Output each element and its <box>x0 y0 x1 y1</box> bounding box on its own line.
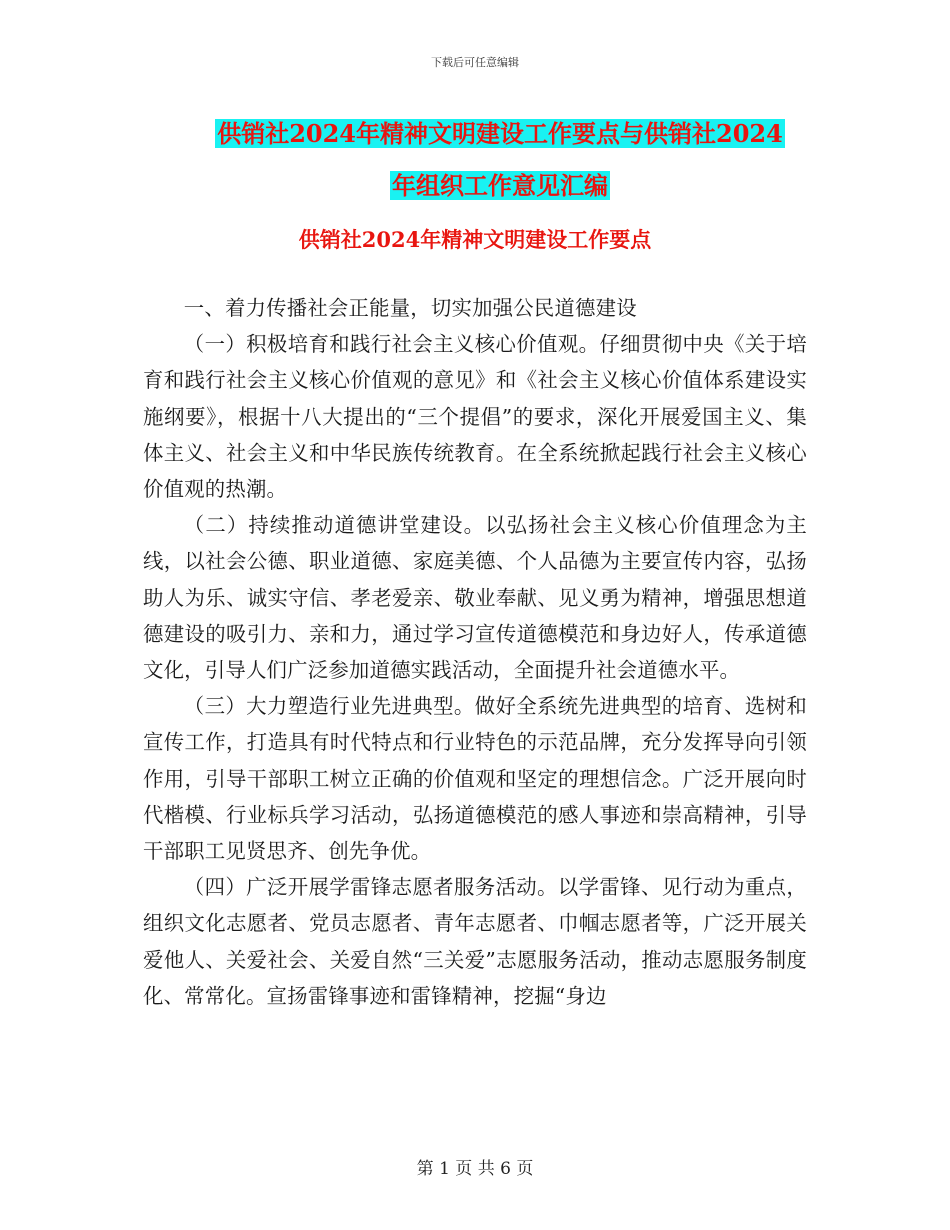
paragraph-item-3: （三）大力塑造行业先进典型。做好全系统先进典型的培育、选树和宣传工作，打造具有时代特点和行业特色的示范品牌，充分发挥导向引领作用，引导干部职工树立正确的价值观和坚定的理想信念。广泛开展向时代楷模、行业标兵学习活动，弘扬道德模范的感人事迹和崇高精神，引导干部职工见贤思齐、创先争优。 <box>143 694 807 864</box>
heading-part-one: 一、着力传播社会正能量，切实加强公民道德建设 <box>183 296 637 320</box>
paragraph-item-1: （一）积极培育和践行社会主义核心价值观。仔细贯彻中央《关于培育和践行社会主义核心价值观的意见》和《社会主义核心价值体系建设实施纲要》，根据十八大提出的“三个提倡”的要求，深化开展爱国主义、集体主义、社会主义和中华民族传统教育。在全系统掀起践行社会主义核心价值观的热潮。 <box>143 332 807 502</box>
document-title-line-2: 年组织工作意见汇编 <box>392 171 608 200</box>
document-title <box>140 108 860 212</box>
paragraph-item-2: （二）持续推动道德讲堂建设。以弘扬社会主义核心价值理念为主线，以社会公德、职业道德、家庭美德、个人品德为主要宣传内容，弘扬助人为乐、诚实守信、孝老爱亲、敬业奉献、见义勇为精神，增强思想道德建设的吸引力、亲和力，通过学习宣传道德模范和身边好人，传承道德文化，引导人们广泛参加道德实践活动，全面提升社会道德水平。 <box>143 513 807 683</box>
page-number-footer: 第 1 页 共 6 页 <box>416 1159 534 1179</box>
document-body <box>143 290 807 1014</box>
paragraph-item-4: （四）广泛开展学雷锋志愿者服务活动。以学雷锋、见行动为重点，组织文化志愿者、党员志愿者、青年志愿者、巾帼志愿者等，广泛开展关爱他人、关爱社会、关爱自然“三关爱”志愿服务活动，推动志愿服务制度化、常常化。宣扬雷锋事迹和雷锋精神，挖掘“身边 <box>143 875 807 1008</box>
page-header-note: 下载后可任意编辑 <box>431 56 519 69</box>
document-title-line-1: 供销社2024年精神文明建设工作要点与供销社2024 <box>217 119 783 148</box>
section-title: 供销社2024年精神文明建设工作要点 <box>298 227 652 252</box>
